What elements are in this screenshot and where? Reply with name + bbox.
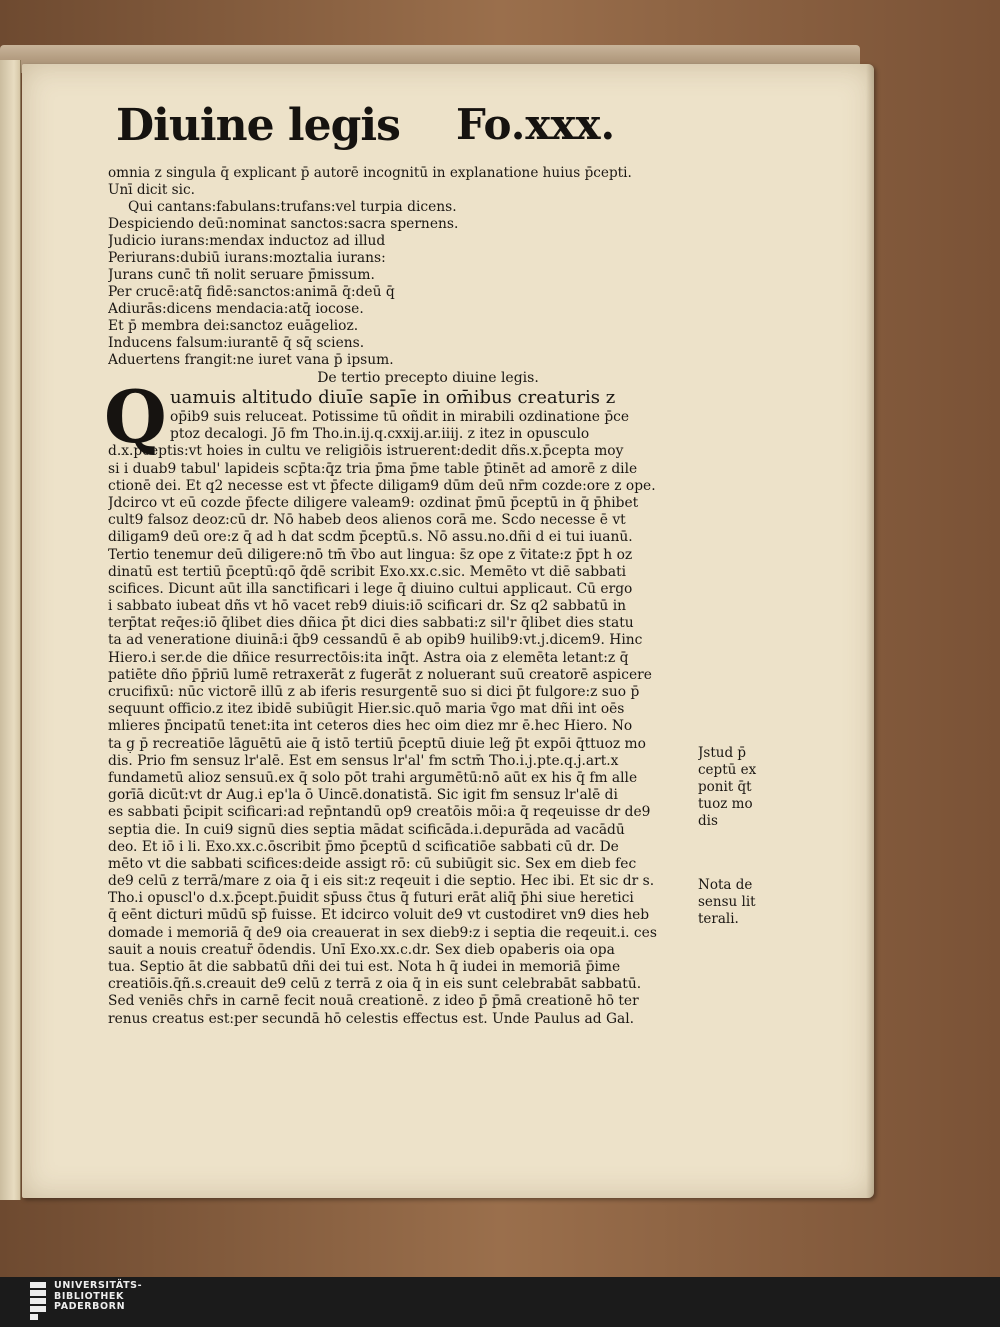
text-line: scifices. Dicunt aūt illa sanctificari i lege q̄ diuino cultui applicaut. Cū ergo [108,580,633,597]
text-line: Hiero.i ser.de die dñice resurrectōis:ita inq̄t. Astra oia z elemēta letant:z q̄ [108,649,629,666]
margin-note-line: tuoz mo [698,796,753,812]
text-line: creatiōis.q̄ñ.s.creauit de9 celū z terrā z oia q̄ in eis sunt celebrabāt sabbatū. [108,976,642,993]
verse-line: Per crucē:atq̄ fidē:sanctos:animā q̄:deū q̄ [108,284,395,300]
text-line: de9 celū z terrā/mare z oia q̄ i eis sit:z reqeuit i die septio. Hec ibi. Et sic d̄r s. [108,873,655,890]
margin-note-line: ceptū ex [698,762,757,778]
verse-line: Judicio iurans:mendax inductoz ad illud [108,233,386,249]
verse-line: Inducens falsum:iurantē q̄ sq̄ sciens. [108,335,365,351]
text-line: Sed veniēs chr̄s in carnē fecit nouā creationē. z ideo p̄ p̄mā creationē hō ter [108,993,639,1010]
library-logo-icon [30,1282,46,1322]
text-line: renus creatus est:per secundā hō celestis effectus est. Unde Paulus ad Gal. [108,1010,634,1027]
intro-lines [108,165,708,199]
text-line: sequunt officio.z itez ibidē subiūgit Hier.sic.quō maria v̄go mat dñi int oēs [108,701,625,718]
text-line: ctionē dei. Et q2 necesse est vt p̄fecte diligam9 dūm deū nr̄m cozde:ore z ope. [108,477,656,494]
text-line: septia die. In cui9 signū dies septia mādat scificāda.i.depurāda ad vacādū [108,821,625,838]
text-line: mlieres p̄ncipatū tenet:ita int ceteros dies hec oim diez mr ē.hec Hiero. No [108,718,633,735]
verse-line: Adiurās:dicens mendacia:atq̄ iocose. [108,301,364,317]
margin-note-line: Jstud p̄ [698,745,747,761]
text-line: patiēte dño p̄p̄riū lumē retraxerāt z fugerāt z noluerant suū creatorē aspicere [108,666,652,683]
text-line: Tertio tenemur deū diligere:nō tm̄ v̄bo aut lingua: s̄z ope z v̄itate:z p̄pt h̄ oz [108,546,633,563]
drop-cap: Q [104,374,167,459]
text-line: sauit a nouis creatur̃ ōdendis. Unī Exo.xx.c.d̄r. Sex dieb opaberis oia opa [108,941,615,958]
text-line: diligam9 deū ore:z q̄ ad h̄ dat scd̄m p̄ceptū.s. Nō assu.no.dñi d ei tui iuanū. [108,529,633,546]
text-line: ptoz decalogi. Jō fm Tho.in.ij.q.cxxij.ar.iiij. z itez in opusculo [170,426,590,443]
margin-note-line: terali. [698,911,739,927]
section-heading: De tertio precepto diuine legis. [317,370,539,386]
text-line: gorīā dicūt:vt d̄r Aug.i ep'la ō Uincē.donatistā. Sic igit fm sensuz lr'alē di [108,787,618,804]
text-line: domade i memoriā q̄ de9 oia creauerat in sex dieb9:z i septia die reqeuit.i. ces [108,924,657,941]
text-line: crucifixū: nūc victorē illū z ab iferis resurgentē suo si dici p̄t fulgore:z suo p̄ [108,684,640,700]
text-line: dinatū est tertiū p̄ceptū:qō q̄dē scribit Exo.xx.c.sic. Memēto vt diē sabbati [108,563,627,580]
verse-line: Et p̄ membra dei:sanctoz euāgelioz. [108,318,359,334]
margin-note-line: ponit q̄t [698,779,752,795]
verse-line: Qui cantans:fabulans:trufans:vel turpia dicens. [128,199,457,215]
text-line: fundametū alioz sensuū.ex q̄ solo pōt trahi argumētū:nō aūt ex his q̄ fm alle [108,769,638,786]
text-line: q̄ eēnt dicturi mūdū sp̄ fuisse. Et idcirco voluit de9 vt custodiret vn9 dies heb [108,907,650,924]
text-line: deo. Et iō i li. Exo.xx.c.ōscribit p̄mo p̄ceptū d̄ scificatiōe sabbati cū d̄r. De [108,838,619,855]
verse-line: Periurans:dubiū iurans:moztalia iurans: [108,250,386,266]
folio-number: Fo.xxx. [456,100,616,149]
text-line: d.x.p̄ceptis:vt hoies in cultu ve religiōis istruerent:dedit dñs.x.p̄cepta moy [108,443,624,460]
page-header [116,100,656,160]
margin-note-line: dis [698,813,718,829]
margin-note [698,745,788,830]
verse-lines [108,199,708,369]
text-line: cult9 falsoz deoz:cū d̄r. Nō habeb deos alienos corā me. Scd̄o necesse ē vt [108,512,626,529]
text-line: mēto vt die sabbati scifices:deide assigt rō: cū subiūgit sic. Sex em dieb fec [108,855,637,872]
footer-bar [0,1277,1000,1327]
library-name-line: BIBLIOTHEK [54,1290,124,1302]
verse-line: Aduertens frangit:ne iuret vana p̄ ipsum. [108,352,394,368]
margin-notes [698,745,788,927]
text-line: si i duab9 tabul' lapideis scp̄ta:q̄z tria p̄ma p̄me table p̄tinēt ad amorē z dile [108,460,638,477]
text-line: i sabbato iubeat dñs vt hō vacet reb9 diuis:iō scificari d̄r. Sz q2 sabbatū in [108,598,627,615]
text-line: ta g̣ p̄ recreatiōe lāguētū aie q̄ istō tertiū p̄ceptū diuie leg̃ p̄t expōi q̄ttuoz mo [108,735,646,752]
text-line: omnia z singula q̄ explicant̄ p̄ autorē incognitū in explanatione huius p̄cepti. [108,165,632,181]
text-line: op̄ib9 suis reluceat. Potissime tū oñdit in mirabili ozdinatione p̄ce [170,409,630,425]
verse-line: Jurans cunc̄ tñ nolit seruare p̄missum. [108,267,375,283]
main-text [104,165,708,1028]
library-name-line: UNIVERSITÄTS- [54,1280,143,1291]
text-line: dis. Prio fm sensuz lr'alē. Est em sensus lr'al' fm sctm̄ Tho.i.j.pte.q.j.art.x [108,752,619,769]
text-line: ta ad veneratione diuinā:i q̄b9 cessandū ē ab opib9 huilib9:vt.j.dicem9. Hinc [108,632,643,649]
text-line: Tho.i opuscl'o d̄.x.p̄cept̄.p̄uidit sp̄uss c̄tus q̄ futuri erāt aliq̄ p̄hi siue heretici [108,890,634,907]
margin-note [698,877,756,928]
margin-note-line: Nota de [698,877,753,893]
text-line: es sabbati p̄cipit scificari:ad rep̄ntandū op9 creatōis mōi:a q̄ reqeuisse d̄r de9 [108,804,651,821]
margin-note-line: sensu lit [698,894,756,910]
text-line: Unī dicit sic. [108,182,195,198]
library-name-line: PADERBORN [54,1301,126,1312]
text-line: tua. Septio āt die sabbatū dñi dei tui est. Nota h̄ q̄ iudei in memoriā p̄ime [108,959,621,975]
text-line: terp̄tat req̄es:iō q̄libet dies dñica p̄t dici dies sabbati:z sil'r q̄libet dies statu [108,615,634,632]
verse-line: Despiciendo deū:nominat sanctos:sacra spernens. [108,216,459,232]
running-title: Diuine legis [116,100,400,151]
library-name [54,1281,142,1313]
text-line: Jdcirco vt eū cozde p̄fecte diligere valeam9: ozdinat p̄mū p̄ceptū in q̄ p̄hibet [108,494,639,511]
text-line: uamuis altitudo diuīe sapīe in om̄ibus creaturis z [170,387,616,408]
left-page-edge [0,60,21,1200]
